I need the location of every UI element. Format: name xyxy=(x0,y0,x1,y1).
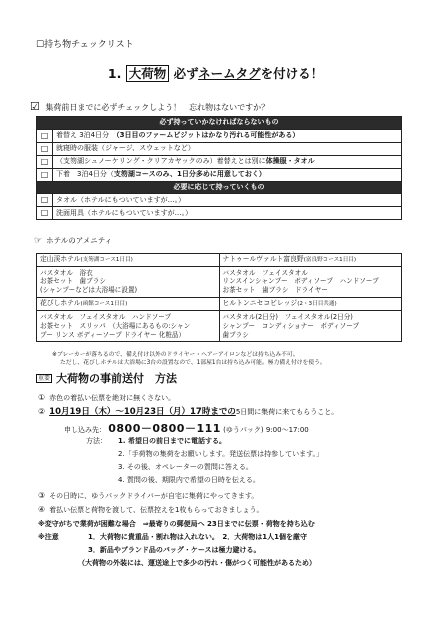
step-number: ① xyxy=(38,393,46,402)
step-4 xyxy=(38,505,264,515)
step-text: 着払い伝票と荷物を渡して、伝票控えを1枚もらっておきましょう。 xyxy=(49,506,264,514)
caution-line: 3．新品やブランド品のバッグ・ケースは極力避ける。 xyxy=(88,546,261,554)
item-text: タオル（ホテルにもついていますが…。） xyxy=(53,194,402,207)
dryer-note: ※ブレーカーが落ちるので、備え付け以外のドライヤー・ヘアーアイロンなどは持ち込み不可。 xyxy=(52,352,299,358)
check-mark-icon: ☑ xyxy=(30,100,40,113)
hotel-card xyxy=(220,298,402,341)
amenity-line: バスタオル フェイスタオル ハンドソープ xyxy=(40,312,172,321)
amenity-title-text: ホテルのアメニティ xyxy=(46,236,113,245)
table-row xyxy=(37,207,402,220)
hotel-name: 定山渓ホテル xyxy=(40,255,81,263)
item-emphasis: 体操服・タオル xyxy=(265,157,315,166)
amenity-line: シャンプー コンディショナー ボディソープ xyxy=(222,321,360,330)
table-row xyxy=(37,168,402,181)
amenity-heading xyxy=(34,236,112,247)
item-text: 洗面用具（ホテルにもついていますが…。） xyxy=(53,207,402,220)
amenity-line: お茶セット 歯ブラシ xyxy=(40,277,106,286)
step-2 xyxy=(38,407,338,418)
table-row xyxy=(37,129,402,142)
optional-header: 必要に応じて持っていくもの xyxy=(37,181,402,194)
item-emphasis: （3日目のファームビジットはかなり汚れる可能性がある） xyxy=(116,131,300,140)
checkbox[interactable]: □ xyxy=(37,207,53,220)
check-reminder xyxy=(30,100,269,114)
table-row xyxy=(37,194,402,207)
item-text: 着替え 3泊4日分 xyxy=(56,131,117,140)
section-title xyxy=(36,372,177,386)
method-step: 3. その後、オペレーターの質問に答える。 xyxy=(118,463,253,471)
hotel-name: ナトゥールヴァルト富良野 xyxy=(222,255,304,263)
method-step: 4. 質問の後、期限内で希望の日時を伝える。 xyxy=(118,476,260,484)
title-boxed-word: 大荷物 xyxy=(126,65,170,82)
hotel-course: (函館コース1日目) xyxy=(80,301,128,308)
hotel-amenity-grid xyxy=(36,253,402,342)
item-text: 就寝時の服装（ジャージ、スウェットなど） xyxy=(56,144,195,153)
caution-line: 1．大荷物に貴重品・割れ物は入れない。 2．大荷物は1人1個を厳守 xyxy=(88,533,307,541)
amenity-line: お茶セット 歯ブラシ ドライヤー xyxy=(222,286,328,295)
hotel-card xyxy=(37,298,220,341)
step-text: 赤色の着払い伝票を絶対に無くさない。 xyxy=(49,394,176,402)
section-title-text: 大荷物の事前送付 方法 xyxy=(56,372,178,385)
hotel-name: 花びしホテル xyxy=(40,299,81,308)
table-row xyxy=(37,142,402,155)
phone-hours: (ゆうパック) 9:00～17:00 xyxy=(223,426,309,434)
step-number: ④ xyxy=(38,505,46,514)
fallback-warning: ※変守がちで業荷が困難な場合 ⇒最寄りの郵便局へ 23日までに伝票・荷物を持ち込む xyxy=(38,520,315,528)
amenity-line: プー リンス ボディーソープ ドライヤー 化粧品） xyxy=(40,330,186,339)
hotel-card xyxy=(37,254,220,297)
hotel-course: (支笏湖コース1日目) xyxy=(80,257,133,263)
required-header: 必ず持っていかなければならないもの xyxy=(37,117,402,130)
title-pre: 必ず xyxy=(173,66,199,81)
page-header: ☐持ち物チェックリスト xyxy=(36,40,134,50)
method-step: 1. 希望日の前日までに電話する。 xyxy=(118,437,226,445)
pickup-date-range: 10月19日（木）～10月23日（月）17時までの xyxy=(49,407,236,417)
method-step: 2.「手荷物の集荷をお願いします。発送伝票は持参しています。」 xyxy=(118,450,324,458)
item-text: （支笏湖シュノーケリング・クリアカヤックのみ）着替えとは別に xyxy=(56,157,266,166)
step-text: 5日間に集荷に来てもらうこと。 xyxy=(235,408,339,416)
checkbox[interactable]: □ xyxy=(37,129,53,142)
item-emphasis: 支笏湖コースのみ、1日分多めに用意しておく） xyxy=(113,170,266,179)
step-number: ② xyxy=(38,407,46,416)
packing-table xyxy=(36,116,402,220)
hotel-card xyxy=(220,254,402,297)
step-1 xyxy=(38,393,175,403)
checkbox[interactable]: □ xyxy=(37,194,53,207)
step-3 xyxy=(38,491,258,501)
amenity-line: バスタオル 浴衣 xyxy=(40,268,93,277)
important-tag: 重要 xyxy=(38,375,51,383)
hotel-course: (2・3日目共通) xyxy=(297,301,337,308)
amenity-line: リンスインシャンプー ボディソープ ハンドソープ xyxy=(222,277,379,286)
apply-label: 申し込み先： xyxy=(64,426,106,434)
amenity-line: (シャンプーなどは大浴場に設置) xyxy=(40,286,138,295)
check-reminder-text: 集荷前日までに必ずチェックしよう！ 忘れ物はないですか？ xyxy=(45,103,270,112)
phone-number[interactable]: 0800－0800－111 xyxy=(108,422,221,435)
amenity-line: バスタオル(2日分) フェイスタオル(2日分) xyxy=(222,312,353,321)
table-row xyxy=(37,155,402,168)
hotel-name: ヒルトンニセコビレッジ xyxy=(222,299,298,308)
hotel-course: (富良野コース1日目) xyxy=(303,257,357,263)
dryer-note-exception: ただし、花びしホテルは大浴場に3台の設置なので、1部屋1台は持ち込み可能。極力備え付けを使う。 xyxy=(60,360,326,366)
main-title xyxy=(0,66,431,82)
checkbox[interactable]: □ xyxy=(37,142,53,155)
title-number: 1. xyxy=(107,66,122,81)
pointing-hand-icon: ☞ xyxy=(34,236,43,246)
item-text: 下着 3泊4日分（ xyxy=(56,170,114,179)
caution-label: ※注意 xyxy=(38,533,59,541)
title-post: を付ける！ xyxy=(260,66,324,81)
caution-line: （大荷物の外装には、運送途上で多少の汚れ・傷がつく可能性があるため） xyxy=(78,559,316,567)
step-text: その日時に、ゆうパックドライバーが自宅に集荷にやってきます。 xyxy=(49,492,259,500)
amenity-line: 歯ブラシ xyxy=(222,330,249,339)
checkbox[interactable]: □ xyxy=(37,168,53,181)
method-label: 方法： xyxy=(86,437,107,445)
title-underlined: ネームタグ xyxy=(198,66,261,81)
apply-line xyxy=(64,422,309,436)
amenity-line: バスタオル フェイスタオル xyxy=(222,268,308,277)
amenity-line: お茶セット スリッパ （大浴場にあるもの:シャン xyxy=(40,321,191,330)
step-number: ③ xyxy=(38,491,46,500)
checkbox[interactable]: □ xyxy=(37,155,53,168)
